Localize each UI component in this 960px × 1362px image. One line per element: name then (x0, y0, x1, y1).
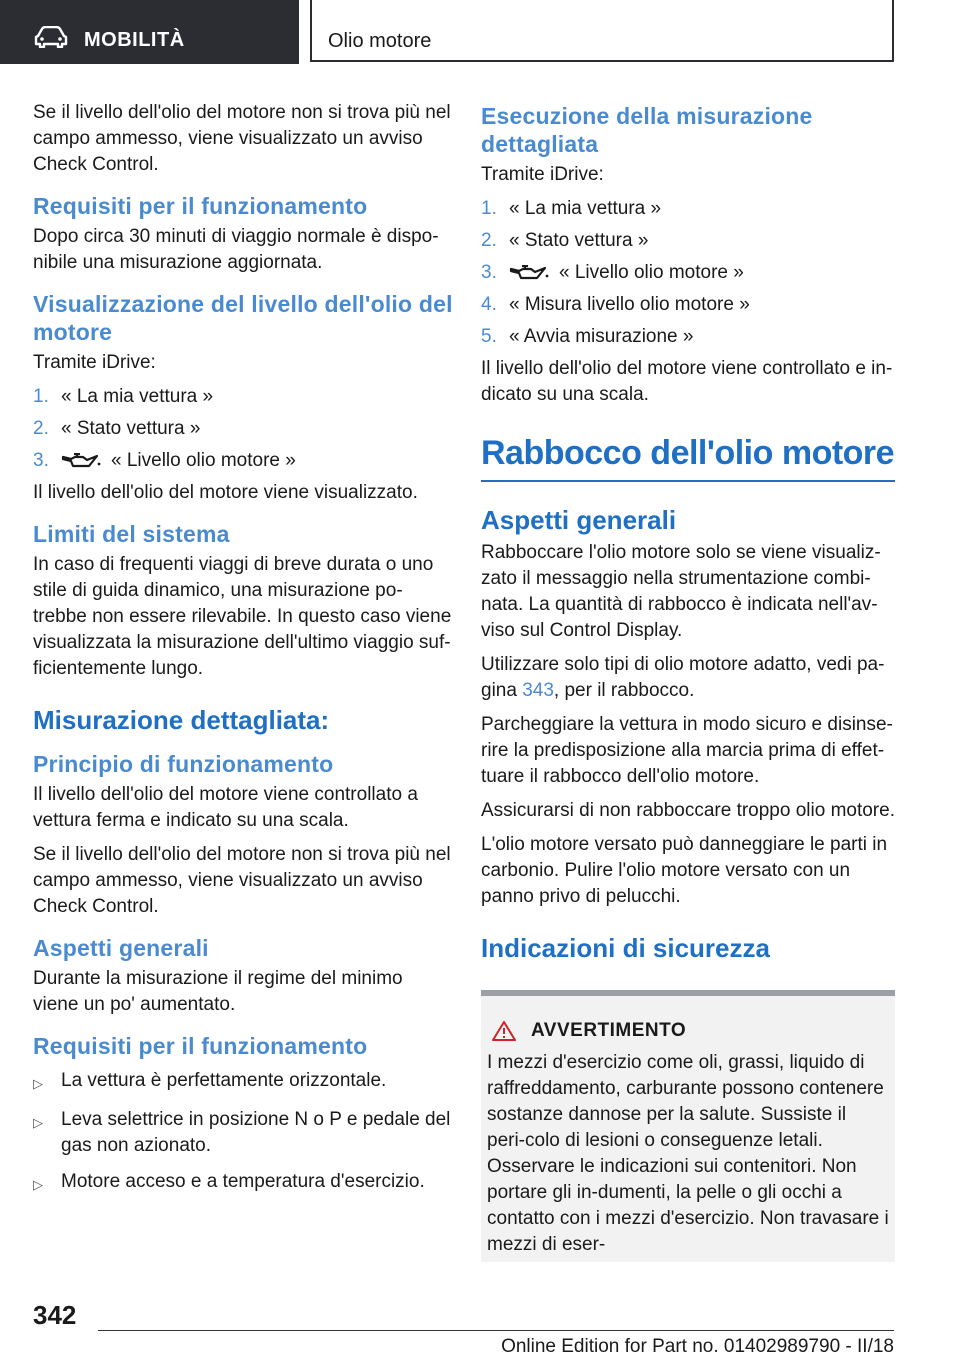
execution-steps-list (481, 196, 895, 350)
general-heading: Aspetti generali (33, 935, 209, 961)
refill-paragraph-5: L'olio motore versato può danneggiare le parti in carbonio. Pulire l'olio motore versato con un panno privo di pelucchi. (481, 834, 888, 907)
warning-box (481, 990, 895, 1262)
display-level-heading: Visualizzazione del livello dell'olio del motore (33, 291, 453, 345)
execution-heading: Esecuzione della misurazione dettagliata (481, 103, 813, 157)
header-topic-label: Olio motore (328, 30, 432, 52)
left-column (33, 100, 453, 1208)
car-icon (34, 26, 68, 48)
page-number: 342 (33, 1300, 77, 1330)
display-steps-list (33, 384, 453, 474)
safety-heading: Indicazioni di sicurezza (481, 933, 770, 963)
list-item: ▷ La vettura è perfettamente orizzontale. (33, 1068, 453, 1097)
footer-divider (98, 1330, 894, 1331)
oil-can-icon (509, 265, 549, 281)
triangle-bullet-icon: ▷ (33, 1076, 43, 1091)
header-section-tab (0, 0, 299, 64)
refill-general-heading: Aspetti generali (481, 505, 677, 535)
list-item: ▷ Motore acceso e a temperatura d'esercizio. (33, 1169, 453, 1198)
intro-paragraph: Se il livello dell'olio del motore non si trova più nel campo ammesso, viene visualizzato un avviso Check Control. (33, 102, 451, 175)
warning-title: AVVERTIMENTO (487, 1020, 889, 1042)
display-result: Il livello dell'olio del motore viene visualizzato. (33, 482, 418, 503)
detailed-measurement-heading: Misurazione dettagliata: (33, 705, 330, 735)
page-link[interactable]: 343 (522, 680, 554, 701)
oil-can-icon (61, 453, 101, 469)
principle-heading: Principio di funzionamento (33, 751, 334, 777)
refill-paragraph-3: Parcheggiare la vettura in modo sicuro e disinse‐rire la predisposizione alla marcia prima di effet‐tuare il rabbocco dell'olio motore. (481, 714, 893, 787)
header-section-label: MOBILITÀ (84, 29, 185, 51)
list-item: ▷ Leva selettrice in posizione N o P e pedale del gas non azionato. (33, 1107, 453, 1159)
warning-text: I mezzi d'esercizio come oli, grassi, liquido di raffreddamento, carburante possono contenere sostanze dannose per la salute. Sussiste il peri‐colo di lesioni o conseguenze letali. Osservare le indicazioni sui contenitori. Non portare gli in‐dumenti, la pelle o gli occhi a contatto con i mezzi d'esercizio. Non travasare i mezzi di eser‐ (487, 1052, 889, 1255)
list-item: 1. « La mia vettura » (481, 198, 662, 219)
limits-text: In caso di frequenti viaggi di breve durata o uno stile di guida dinamico, una misurazione po‐trebbe non essere rilevabile. In questo caso viene visualizzata la misurazione dell'ultimo viaggio suf‐ficientemente lungo. (33, 554, 452, 679)
refill-paragraph-2: Utilizzare solo tipi di olio motore adatto, vedi pa‐gina 343, per il rabbocco. (481, 654, 885, 701)
requirements-heading: Requisiti per il funzionamento (33, 193, 368, 219)
general-text: Durante la misurazione il regime del minimo viene un po' aumentato. (33, 968, 403, 1015)
principle-text-1: Il livello dell'olio del motore viene controllato a vettura ferma e indicato su una scala. (33, 784, 418, 831)
footer-edition: Online Edition for Part no. 01402989790 - II/18 (501, 1336, 894, 1357)
warning-triangle-icon (491, 1020, 517, 1042)
execution-result: Il livello dell'olio del motore viene controllato e in‐dicato su una scala. (481, 358, 893, 405)
list-item: 3. « Livello olio motore » (33, 450, 296, 471)
principle-text-2: Se il livello dell'olio del motore non si trova più nel campo ammesso, viene visualizzato un avviso Check Control. (33, 844, 451, 917)
triangle-bullet-icon: ▷ (33, 1115, 43, 1130)
list-item: 5. « Avvia misurazione » (481, 326, 694, 347)
list-item: 4. « Misura livello olio motore » (481, 294, 750, 315)
display-intro: Tramite iDrive: (33, 352, 156, 373)
refill-paragraph-1: Rabboccare l'olio motore solo se viene visualiz‐zato il messaggio nella strumentazione combi‐nata. La quantità di rabbocco è indicata nell'av‐viso sul Control Display. (481, 542, 881, 641)
list-item: 3. « Livello olio motore » (481, 262, 744, 283)
list-item: 2. « Stato vettura » (481, 230, 649, 251)
list-item: 2. « Stato vettura » (33, 418, 201, 439)
header-topic-tab (310, 0, 894, 62)
limits-heading: Limiti del sistema (33, 521, 230, 547)
refill-heading: Rabbocco dell'olio motore (481, 432, 895, 482)
list-item: 1. « La mia vettura » (33, 386, 214, 407)
triangle-bullet-icon: ▷ (33, 1177, 43, 1192)
requirements-heading-2: Requisiti per il funzionamento (33, 1033, 368, 1059)
requirements-list (33, 1068, 453, 1198)
refill-paragraph-4: Assicurarsi di non rabboccare troppo olio motore. (481, 800, 895, 821)
right-column (481, 100, 895, 1262)
execution-intro: Tramite iDrive: (481, 164, 604, 185)
requirements-text: Dopo circa 30 minuti di viaggio normale è dispo‐nibile una misurazione aggiornata. (33, 226, 439, 273)
